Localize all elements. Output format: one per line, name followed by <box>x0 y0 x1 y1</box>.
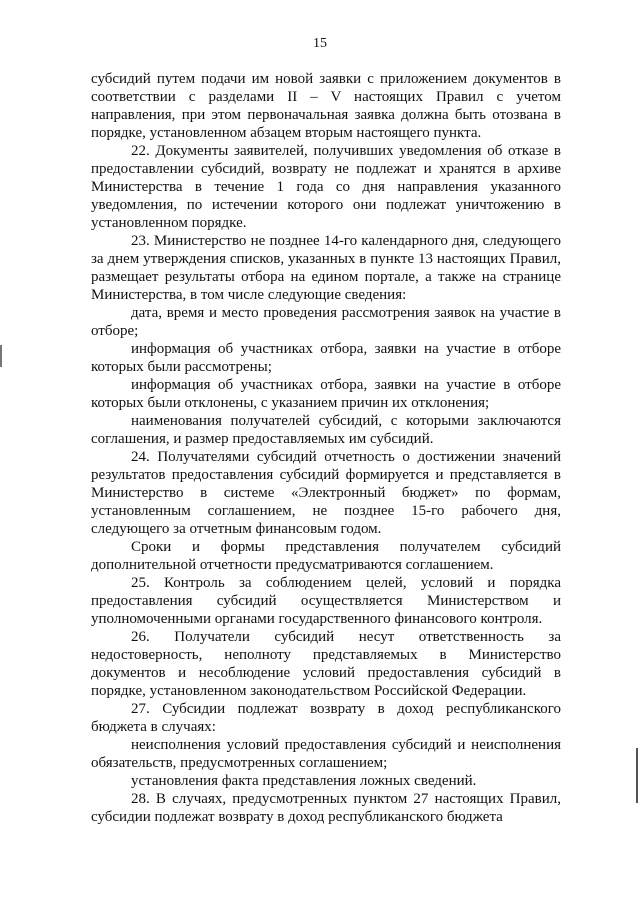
paragraph-27: 27. Субсидии подлежат возврату в доход республиканского бюджета в случаях: <box>91 701 561 735</box>
paragraph-23: 23. Министерство не позднее 14-го календарного дня, следующего за днем утверждения списков, указанных в пункте 13 настоящих Правил, размещает результаты отбора на едином портале, а также на странице Министерства, в том числе следующие сведения: <box>91 233 561 303</box>
scan-edge-mark-left <box>0 345 2 367</box>
document-body <box>91 70 561 826</box>
paragraph-24: 24. Получателями субсидий отчетность о достижении значений результатов предоставления субсидий формируется и представляется в Министерство в системе «Электронный бюджет» по формам, установленным соглашением, не позднее 15-го рабочего дня, следующего за отчетным финансовым годом. <box>91 449 561 537</box>
paragraph-28: 28. В случаях, предусмотренных пунктом 27 настоящих Правил, субсидии подлежат возврату в доход республиканского бюджета <box>91 791 561 825</box>
paragraph-continuation: субсидий путем подачи им новой заявки с приложением документов в соответствии с разделами II – V настоящих Правил с учетом направления, при этом первоначальная заявка должна быть отозвана в порядке, установленном абзацем вторым настоящего пункта. <box>91 71 561 141</box>
paragraph-23-item-rejected: информация об участниках отбора, заявки на участие в отборе которых были отклонены, с указанием причин их отклонения; <box>91 377 561 411</box>
page-number: 15 <box>313 36 327 51</box>
paragraph-22: 22. Документы заявителей, получивших уведомления об отказе в предоставлении субсидий, возврату не подлежат и хранятся в архиве Министерства в течение 1 года со дня направления указанного уведомления, по истечении которого они подлежат уничтожению в установленном порядке. <box>91 143 561 231</box>
paragraph-27-item-conditions: неисполнения условий предоставления субсидий и неисполнения обязательств, предусмотренных соглашением; <box>91 737 561 771</box>
paragraph-25: 25. Контроль за соблюдением целей, условий и порядка предоставления субсидий осуществляется Министерством и уполномоченными органами государственного финансового контроля. <box>91 575 561 627</box>
scan-edge-mark-right <box>636 748 638 803</box>
paragraph-27-item-false-info: установления факта представления ложных сведений. <box>131 773 477 789</box>
paragraph-23-item-recipients: наименования получателей субсидий, с которыми заключаются соглашения, и размер предоставляемых им субсидий. <box>91 413 561 447</box>
paragraph-24-additional: Сроки и формы представления получателем субсидий дополнительной отчетности предусматриваются соглашением. <box>91 539 561 573</box>
paragraph-26: 26. Получатели субсидий несут ответственность за недостоверность, неполноту представляемых в Министерство документов и несоблюдение условий предоставления субсидий в порядке, установленном законодательством Российской Федерации. <box>91 629 561 699</box>
paragraph-23-item-date: дата, время и место проведения рассмотрения заявок на участие в отборе; <box>91 305 561 339</box>
paragraph-23-item-reviewed: информация об участниках отбора, заявки на участие в отборе которых были рассмотрены; <box>91 341 561 375</box>
